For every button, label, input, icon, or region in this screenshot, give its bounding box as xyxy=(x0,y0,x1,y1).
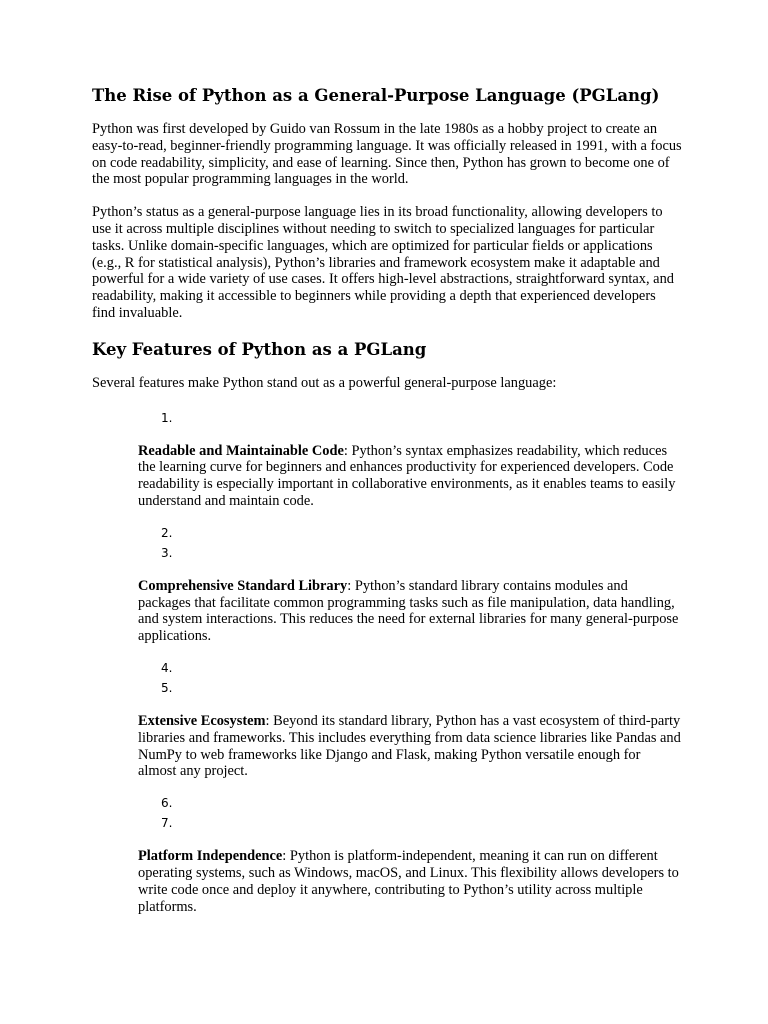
list-item-title: Platform Independence xyxy=(138,848,283,865)
page-title: The Rise of Python as a General-Purpose Language (PGLang) xyxy=(92,86,660,105)
list-item-title: Readable and Maintainable Code xyxy=(138,442,344,459)
list-item-readable-code xyxy=(138,443,682,510)
list-number-4: 4. xyxy=(161,660,173,675)
section-heading-key-features: Key Features of Python as a PGLang xyxy=(92,339,427,359)
list-number-1: 1. xyxy=(161,410,173,425)
list-number-5: 5. xyxy=(161,680,173,695)
list-item-platform-independence xyxy=(138,848,682,915)
list-spacer xyxy=(138,833,682,848)
list-item-text: : Beyond its standard library, Python has a vast ecosystem of third-party libraries and frameworks. This includes everything from data science libraries like Pandas and NumPy to web frameworks like Django and Flask, making Python versatile enough for almost any project. xyxy=(138,712,681,780)
list-number-6: 6. xyxy=(161,796,173,811)
list-item-text: : Python’s standard library contains modules and packages that facilitate common programming tasks such as file manipulation, data handling, and system interactions. This reduces the need for external libraries for many general-purpose applications. xyxy=(138,577,679,645)
list-item-standard-library xyxy=(138,578,682,645)
list-item-title: Extensive Ecosystem xyxy=(138,712,266,729)
list-number-7: 7. xyxy=(161,816,173,831)
feature-list xyxy=(138,408,682,916)
intro-paragraph-2: Python’s status as a general-purpose language lies in its broad functionality, allowing developers to use it across multiple disciplines without needing to switch to specialized languages for particular tasks. Unlike domain-specific languages, which are optimized for particular fields or applications (e.g., R for statistical analysis), Python’s libraries and framework ecosystem make it adaptable and powerful for a wide variety of use cases. It offers high-level abstractions, straightforward syntax, and readability, making it accessible to beginners while providing a depth that experienced developers find invaluable. xyxy=(92,204,674,321)
features-intro: Several features make Python stand out as a powerful general-purpose language: xyxy=(92,374,557,391)
list-item-title: Comprehensive Standard Library xyxy=(138,577,348,594)
document-body xyxy=(92,84,682,928)
list-spacer xyxy=(138,563,682,578)
list-number-3: 3. xyxy=(161,545,173,560)
list-item-extensive-ecosystem xyxy=(138,713,682,780)
list-item-text: : Python’s syntax emphasizes readability, which reduces the learning curve for beginners and enhances productivity for experienced developers. Code readability is especially important in collaborative environments, as it enables teams to easily understand and maintain code. xyxy=(138,442,676,509)
list-spacer xyxy=(138,428,682,443)
list-item-text: : Python is platform-independent, meaning it can run on different operating systems, such as Windows, macOS, and Linux. This flexibility allows developers to write code once and deploy it anywhere, contributing to Python’s utility across multiple platforms. xyxy=(138,848,679,915)
list-number-2: 2. xyxy=(161,525,173,540)
list-spacer xyxy=(138,698,682,713)
intro-paragraph-1: Python was first developed by Guido van Rossum in the late 1980s as a hobby project to create an easy-to-read, beginner-friendly programming language. It was officially released in 1991, with a focus on code readability, simplicity, and ease of learning. Since then, Python has grown to become one of the most popular programming languages in the world. xyxy=(92,121,682,188)
